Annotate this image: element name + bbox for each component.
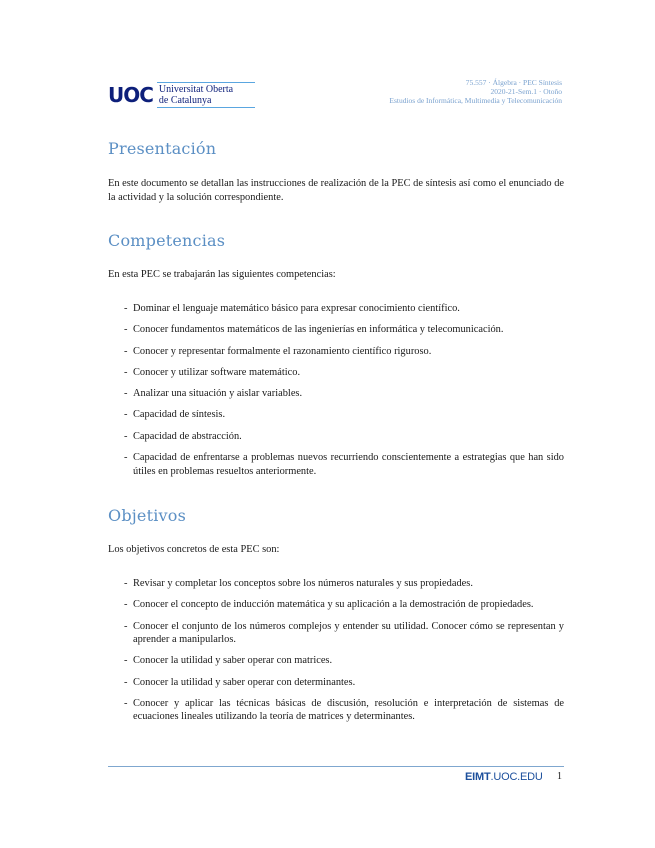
list-dash: -: [124, 324, 128, 336]
page-number: 1: [557, 771, 562, 782]
list-item: - Conocer la utilidad y saber operar con matrices.: [124, 655, 333, 667]
list-dash: -: [124, 676, 128, 688]
uoc-logo: [108, 80, 255, 110]
list-dash: -: [124, 409, 128, 421]
header-meta: [389, 78, 562, 105]
list-item: - Conocer y representar formalmente el razonamiento científico riguroso.: [124, 345, 432, 357]
logo-line-1: Universitat Oberta: [158, 84, 234, 95]
course-title: 75.557 · Álgebra · PEC Síntesis: [465, 78, 562, 87]
list-item: - Dominar el lenguaje matemático básico para expresar conocimiento científico.: [124, 303, 460, 314]
list-dash: -: [124, 388, 128, 400]
uoc-logo-text: [157, 82, 255, 108]
list-dash: -: [124, 655, 128, 667]
competencias-list: [124, 302, 564, 486]
list-dash: -: [124, 697, 128, 709]
objetivos-list: [124, 577, 564, 732]
semester: 2020-21-Sem.1 · Otoño: [490, 87, 562, 96]
competencias-intro: En esta PEC se trabajarán las siguientes competencias:: [108, 269, 336, 280]
list-dash: -: [124, 599, 128, 611]
list-item: - Conocer la utilidad y saber operar con determinantes.: [124, 676, 356, 688]
list-item: - Capacidad de enfrentarse a problemas nuevos recurriendo conscientemente a estrategias que han sido útiles en problemas resueltos anteriormente.: [124, 452, 564, 477]
list-dash: -: [124, 578, 128, 589]
footer-brand: [465, 771, 543, 783]
section-title-competencias: Competencias: [108, 231, 226, 250]
footer-divider: [108, 766, 564, 767]
list-dash: -: [124, 366, 128, 378]
department: Estudios de Informática, Multimedia y Telecomunicación: [389, 96, 562, 105]
list-item: - Conocer fundamentos matemáticos de las ingenierías en informática y telecomunicación.: [124, 324, 504, 336]
list-item: - Capacidad de abstracción.: [124, 430, 242, 442]
footer-brand-light: .UOC.EDU: [490, 771, 543, 783]
list-item: - Conocer y aplicar las técnicas básicas de discusión, resolución e interpretación de sistemas de ecuaciones lineales utilizando la teoría de matrices y determinantes.: [124, 697, 564, 723]
list-dash: -: [124, 345, 128, 357]
uoc-logo-mark: UOC: [108, 83, 153, 107]
section-title-presentacion: Presentación: [108, 139, 217, 158]
footer-brand-bold: EIMT: [465, 771, 491, 783]
presentacion-body: En este documento se detallan las instrucciones de realización de la PEC de síntesis así como el enunciado de la actividad y la solución correspondiente.: [108, 178, 564, 203]
list-item: - Conocer el concepto de inducción matemática y su aplicación a la demostración de propiedades.: [124, 599, 534, 611]
objetivos-intro: Los objetivos concretos de esta PEC son:: [108, 544, 280, 555]
list-dash: -: [124, 620, 128, 632]
list-item: - Revisar y completar los conceptos sobre los números naturales y sus propiedades.: [124, 578, 473, 589]
list-dash: -: [124, 452, 128, 464]
list-item: - Capacidad de síntesis.: [124, 409, 226, 421]
section-title-objetivos: Objetivos: [108, 506, 187, 525]
list-item: - Conocer y utilizar software matemático.: [124, 366, 301, 378]
list-item: - Conocer el conjunto de los números complejos y entender su utilidad. Conocer cómo se representan y aprender a manipularlos.: [124, 620, 564, 646]
logo-line-2: de Catalunya: [158, 95, 212, 106]
list-dash: -: [124, 430, 128, 442]
list-dash: -: [124, 303, 128, 314]
list-item: - Analizar una situación y aislar variables.: [124, 388, 303, 400]
